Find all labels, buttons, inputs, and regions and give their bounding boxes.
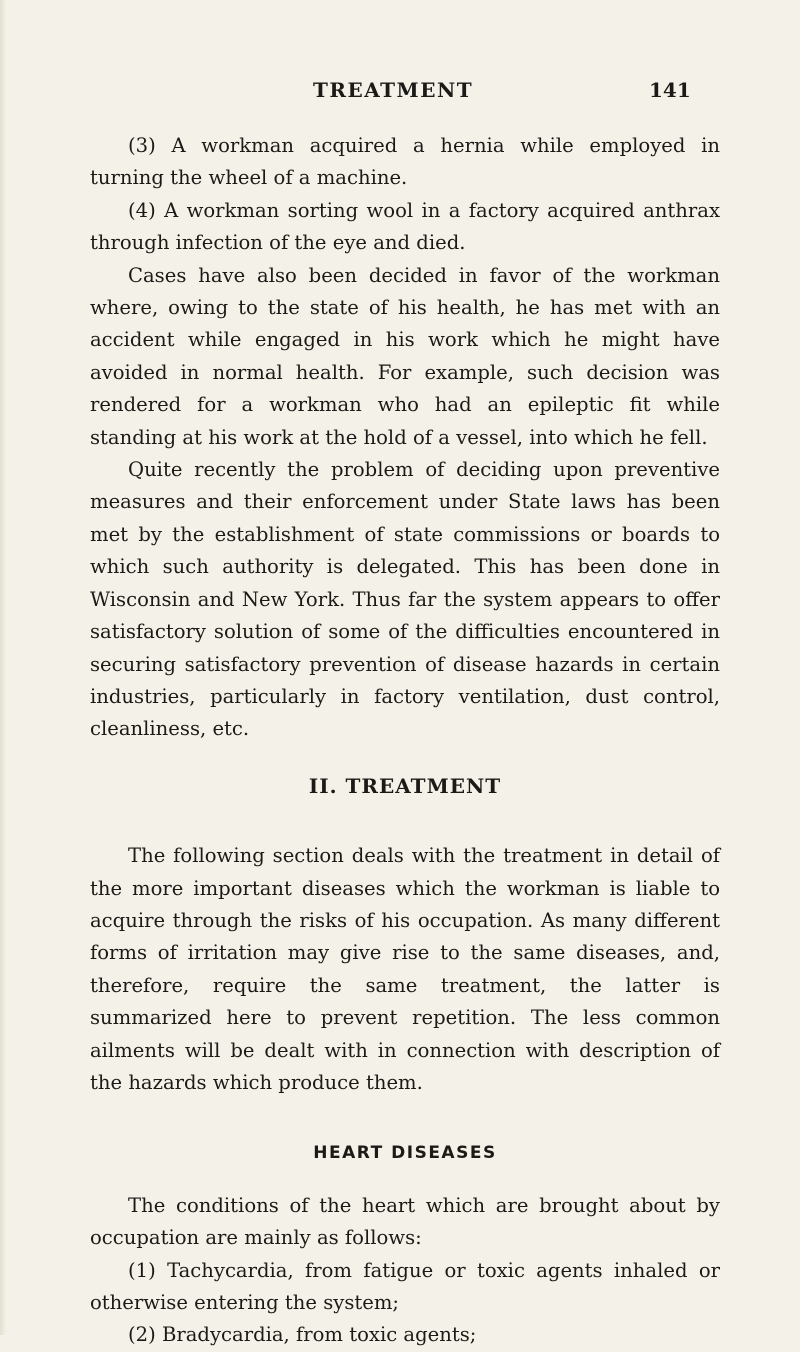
paragraph-bradycardia: (2) Bradycardia, from toxic agents; bbox=[128, 1323, 477, 1347]
page-header bbox=[0, 78, 800, 108]
paragraph-heart-conditions: The conditions of the heart which are brought about by occupation are mainly as follows: bbox=[90, 1193, 720, 1250]
section-heading-treatment: II. TREATMENT bbox=[308, 773, 502, 798]
page-body bbox=[90, 130, 720, 1352]
paragraph-preventive-measures: Quite recently the problem of deciding upon preventive measures and their enforcement under State laws has been met by the establishment of state commissions or boards to which such authority is delegated. This has been done in Wisconsin and New York. Thus far the system appears to offer satisfactory solution of some of the difficulties encountered in securing satisfactory prevention of disease hazards in certain industries, particularly in factory ventilation, dust control, cleanliness, etc. bbox=[90, 458, 720, 741]
paragraph-treatment-intro: The following section deals with the treatment in detail of the more important diseases which the workman is liable to acquire through the risks of his occupation. As many different forms of irritation may give rise to the same diseases, and, therefore, require the same treatment, the latter is summarized here to prevent repetition. The less common ailments will be dealt with in connection with description of the hazards which produce them. bbox=[90, 844, 720, 1094]
subheading-heart-diseases: HEART DISEASES bbox=[313, 1143, 497, 1164]
paragraph-case-4: (4) A workman sorting wool in a factory acquired anthrax through infection of the eye and died. bbox=[90, 198, 720, 255]
page-number: 141 bbox=[649, 78, 691, 102]
page-edge-shadow bbox=[0, 0, 6, 1335]
running-head: TREATMENT bbox=[313, 78, 474, 102]
paragraph-cases-decided: Cases have also been decided in favor of the workman where, owing to the state of his health, he has met with an accident while engaged in his work which he might have avoided in normal health. For example, such decision was rendered for a workman who had an epileptic fit while standing at his work at the hold of a vessel, into which he fell. bbox=[90, 263, 720, 449]
paragraph-case-3: (3) A workman acquired a hernia while employed in turning the wheel of a machine. bbox=[90, 134, 720, 190]
paragraph-tachycardia: (1) Tachycardia, from fatigue or toxic agents inhaled or otherwise entering the system; bbox=[90, 1258, 720, 1314]
